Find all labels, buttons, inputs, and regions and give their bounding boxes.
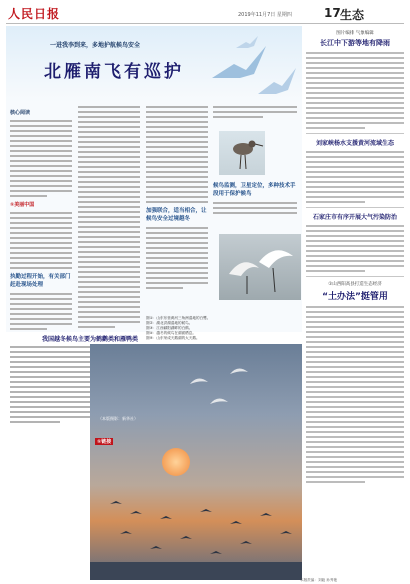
page-number: 17 [324, 6, 341, 20]
lower-photo-caption: （本版摄影：新华社） [98, 416, 138, 421]
right-kicker-2: ①山西阳高县打造生态经济 [328, 282, 382, 287]
caption-row: 图①：山东东营黄河三角洲湿地的白鹭。 [146, 316, 211, 320]
photo-egrets [219, 234, 301, 300]
lower-article-text [10, 346, 94, 426]
subhead-technology: 候鸟监测，卫星定位，多种技术手段用于保护候鸟 [213, 183, 296, 197]
newspaper-logo: 人民日报 [8, 7, 61, 21]
right-kicker: 图片编排 气象编辑 [336, 31, 374, 36]
issue-date: 2019年11月7日 星期四 [238, 12, 292, 18]
caption-row: 图②：湖北洪湖湿地的候鸟。 [146, 321, 193, 325]
masthead [6, 4, 404, 24]
lead-column-4 [213, 106, 297, 121]
lead-banner [6, 26, 302, 102]
section-title: 生态 [340, 8, 365, 22]
lead-column-3 [146, 106, 208, 292]
core-reading-label: 核心阅读 [10, 110, 31, 116]
photo-sunset-flock [90, 344, 302, 580]
right-column [306, 26, 404, 580]
lead-column-4b [213, 178, 297, 217]
caption-row: 图③：江西鄱阳湖畔的白鹤。 [146, 326, 193, 330]
right-headline-1: 长江中下游等地有降雨 [320, 39, 390, 47]
lower-headline: 我国越冬候鸟主要为鹤鹳类和雁鸭类 [42, 336, 139, 343]
subhead-patrol: 执勤过程开始，有关部门赶赴现场处理 [10, 274, 71, 288]
photo-wading-bird [219, 131, 265, 175]
bird-icon [219, 131, 265, 175]
page-footer: 本版责编：刘毅 孙秀艳 [300, 578, 338, 582]
egret-icon [219, 234, 301, 300]
flock-icon [90, 344, 302, 580]
subhead-cooperation: 加强联合，适当相合，让候鸟安全过境越冬 [146, 208, 207, 222]
lead-column-2 [78, 106, 140, 331]
caption-row: 图④：越冬的候鸟在湖面栖息。 [146, 331, 196, 335]
lead-headline: 北雁南飞有巡护 [44, 62, 184, 82]
right-headline-2: 刘家峡杨水支援黄河流域生态 [315, 140, 394, 147]
right-headline-big: “土办法”挺管用 [322, 292, 388, 302]
right-headline-3: 石家庄市有序开展大气污染防治 [312, 214, 397, 221]
beautiful-china-label: ①美丽中国 [10, 202, 35, 208]
link-tag: ①链接 [97, 439, 112, 445]
caption-row: 图⑤：山东荣成天鹅湖的大天鹅。 [146, 336, 200, 340]
flying-birds-illustration [206, 34, 302, 100]
lead-kicker: 一进我李到来，多地护航候鸟安全 [50, 42, 141, 49]
lead-column-1 [10, 106, 72, 333]
sun-icon [162, 448, 190, 476]
